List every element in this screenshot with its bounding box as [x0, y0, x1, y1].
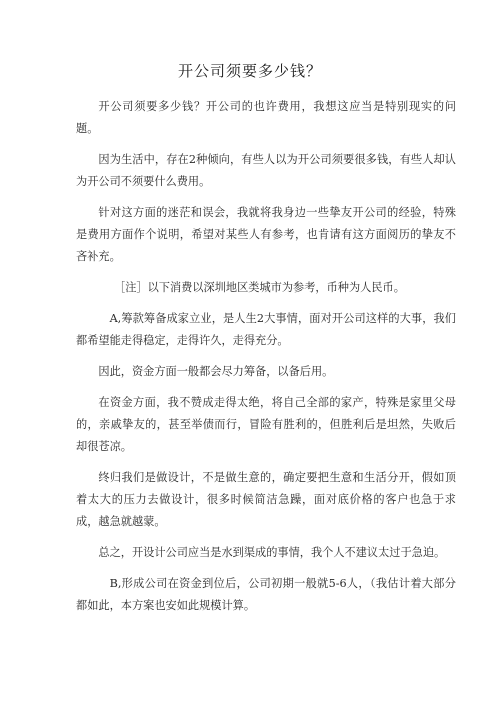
paragraph-3: 针对这方面的迷茫和误会，我就将我身边一些挚友开公司的经验，特殊是费用方面作个说明，希望对某些人有参考，也肯请有这方面阅历的挚友不吝补充。 [76, 206, 456, 263]
paragraph-9: 总之，开设计公司应当是水到渠成的事情，我个人不建议太过于急迫。 [98, 546, 446, 559]
paragraph-2: 因为生活中，存在2种倾向，有些人以为开公司须要很多钱，有些人却认为开公司不须要什么费用。 [76, 153, 456, 188]
section-b-paragraph: B,形成公司在资金到位后，公司初期一般就5-6人，（我估计着大部分都如此，本方案也安如此规模计算。 [76, 577, 456, 612]
section-a-paragraph: A,筹款筹备成家立业，是人生2大事情，面对开公司这样的大事，我们都希望能走得稳定，走得许久，走得充分。 [76, 312, 456, 347]
note-paragraph: ［注］以下消费以深圳地区类城市为参考，币种为人民币。 [114, 281, 405, 294]
document-title: 开公司须要多少钱？ [177, 62, 322, 80]
paragraph-7: 在资金方面，我不赞成走得太绝，将自己全部的家产，特殊是家里父母的，亲戚挚友的，甚至举债而行，冒险有胜利的，但胜利后是坦然，失败后却很苍凉。 [76, 396, 456, 453]
paragraph-8: 终归我们是做设计，不是做生意的，确定要把生意和生活分开，假如顶着太大的压力去做设计，很多时候简洁急躁，面对底价格的客户也急于求成，越急就越蒙。 [76, 471, 456, 528]
paragraph-1: 开公司须要多少钱？开公司的也许费用，我想这应当是特别现实的问题。 [76, 100, 456, 135]
document-body [76, 96, 456, 626]
paragraph-6: 因此，资金方面一般都会尽力筹备，以备后用。 [98, 365, 334, 378]
